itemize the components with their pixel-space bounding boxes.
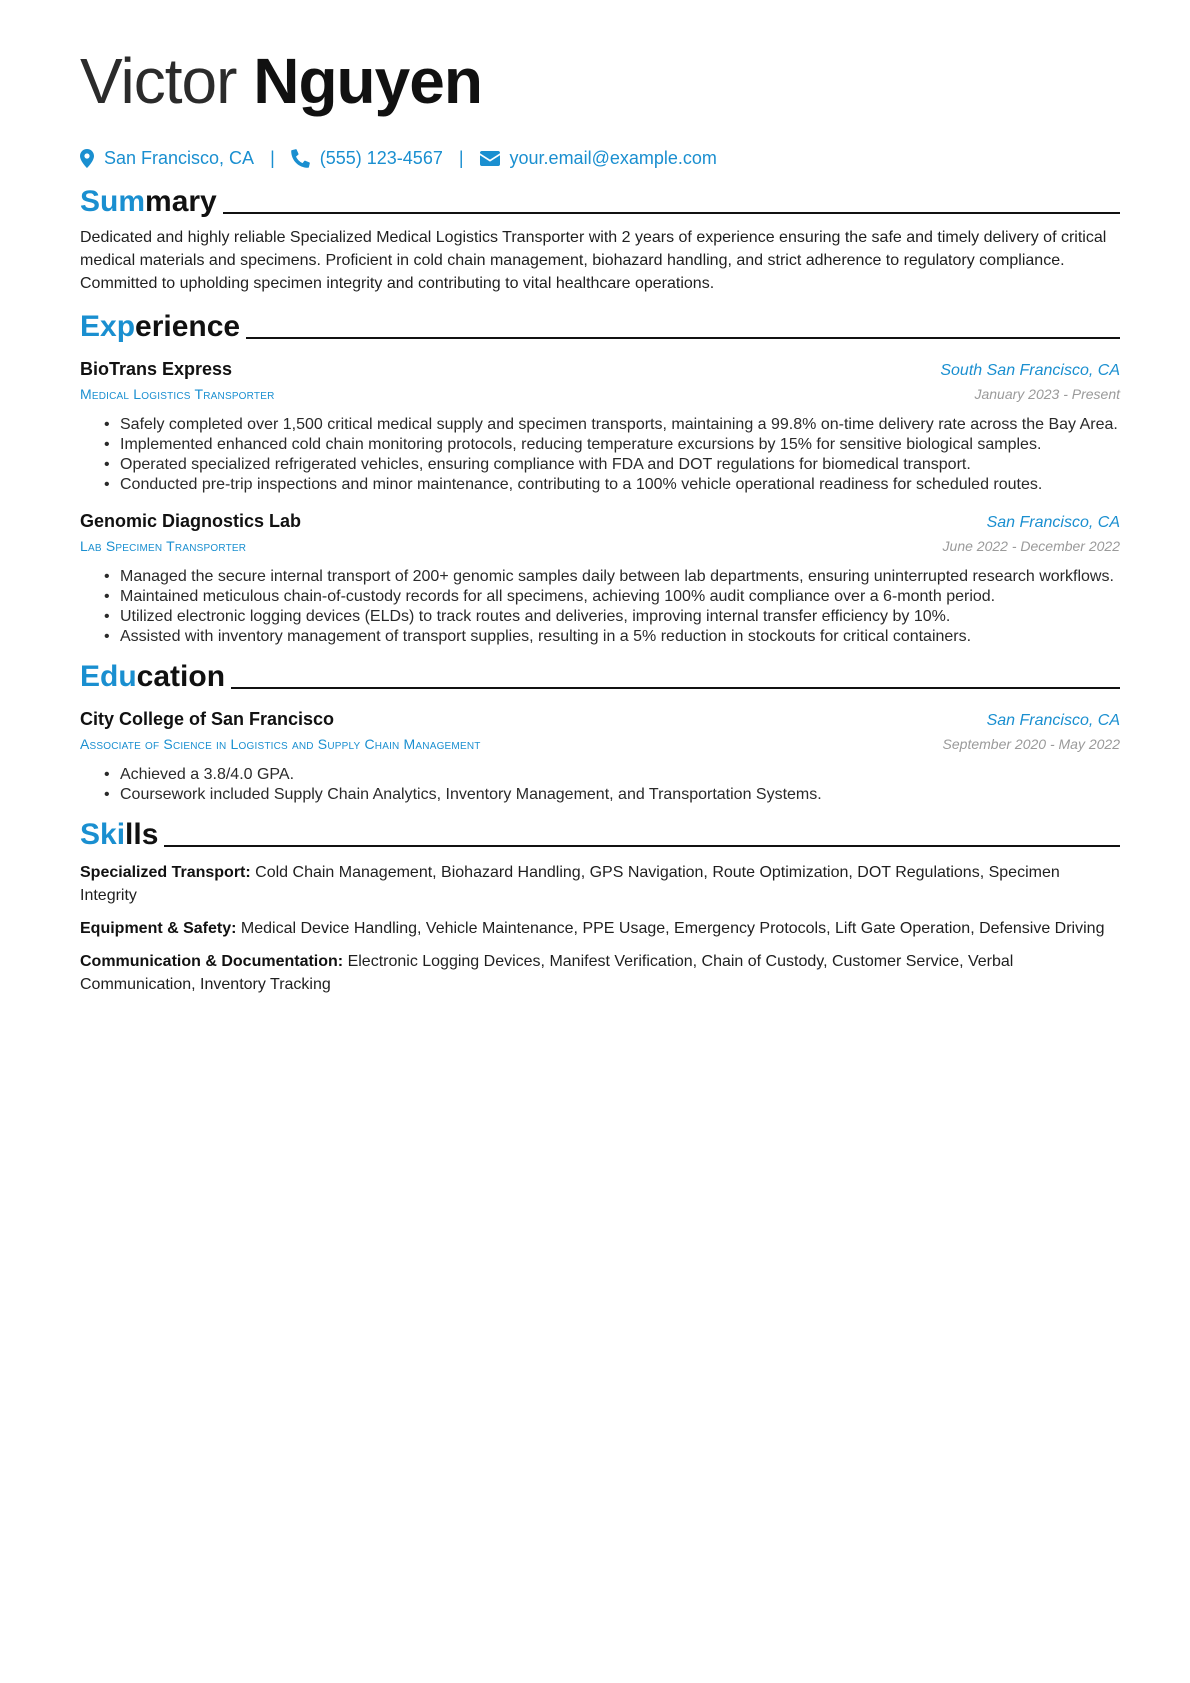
education-detail-item: • Coursework included Supply Chain Analytics, Inventory Management, and Transportation Systems.	[120, 785, 1120, 805]
achievement-item: • Maintained meticulous chain-of-custody records for all specimens, achieving 100% audit compliance over a 6-month period.	[120, 587, 1120, 607]
achievement-item: • Operated specialized refrigerated vehicles, ensuring compliance with FDA and DOT regulations for biomedical transport.	[120, 455, 1120, 475]
experience-entry	[80, 357, 1120, 495]
map-marker-icon	[80, 149, 94, 168]
first-name: Victor	[80, 45, 237, 117]
skill-group	[80, 950, 1120, 996]
achievement-item: • Conducted pre-trip inspections and minor maintenance, contributing to a 100% vehicle operational readiness for scheduled routes.	[120, 475, 1120, 495]
section-title-accent: Edu	[80, 660, 137, 693]
skills-section	[80, 817, 1120, 996]
location-text: San Francisco, CA	[104, 147, 255, 168]
job-title: Lab Specimen Transporter	[80, 538, 247, 554]
job-dates: June 2022 - December 2022	[942, 538, 1120, 554]
education-detail-item: • Achieved a 3.8/4.0 GPA.	[120, 765, 1120, 785]
section-header	[80, 659, 1120, 695]
section-divider	[164, 845, 1120, 847]
entry-subheader-row	[80, 535, 1120, 557]
experience-section	[80, 309, 1120, 647]
section-title-rest: erience	[135, 310, 241, 343]
resume-page	[80, 40, 1120, 1006]
section-title-accent: Sum	[80, 185, 146, 218]
education-dates: September 2020 - May 2022	[942, 736, 1120, 752]
degree-title: Associate of Science in Logistics and Supply Chain Management	[80, 736, 481, 752]
entry-header-row	[80, 707, 1120, 733]
section-title-accent: Ski	[80, 818, 126, 851]
section-divider	[246, 337, 1120, 339]
section-header	[80, 309, 1120, 345]
achievement-item: • Safely completed over 1,500 critical medical supply and specimen transports, maintaining a 99.8% on-time delivery rate across the Bay Area.	[120, 415, 1120, 435]
section-title-rest: mary	[145, 185, 217, 218]
job-location: San Francisco, CA	[986, 514, 1120, 531]
skill-group-label: Communication & Documentation:	[80, 953, 344, 970]
achievement-item: • Utilized electronic logging devices (ELDs) to track routes and deliveries, improving internal transfer efficiency by 10%.	[120, 607, 1120, 627]
education-section	[80, 659, 1120, 805]
entry-subheader-row	[80, 383, 1120, 405]
job-dates: January 2023 - Present	[974, 386, 1120, 402]
entry-subheader-row	[80, 733, 1120, 755]
skill-group-items: Electronic Logging Devices, Manifest Verification, Chain of Custody, Customer Service, Verbal Communication, Inventory Tracking	[80, 953, 1014, 993]
experience-entry	[80, 509, 1120, 647]
section-title-rest: lls	[125, 818, 159, 851]
employer-name: BioTrans Express	[80, 359, 233, 379]
achievement-item: • Implemented enhanced cold chain monitoring protocols, reducing temperature excursions by 15% for sensitive biological samples.	[120, 435, 1120, 455]
section-title	[80, 817, 158, 853]
section-divider	[223, 212, 1120, 214]
skill-group-items: Cold Chain Management, Biohazard Handling, GPS Navigation, Route Optimization, DOT Regulations, Specimen Integrity	[80, 864, 1060, 904]
achievement-list	[80, 415, 1120, 495]
education-entry	[80, 707, 1120, 805]
contact-bar	[80, 144, 1120, 172]
phone-icon	[291, 149, 310, 168]
section-title	[80, 659, 225, 695]
contact-location	[80, 148, 254, 169]
education-detail-list	[80, 765, 1120, 805]
section-title-accent: Exp	[80, 310, 136, 343]
skill-group-label: Equipment & Safety:	[80, 920, 237, 937]
skill-group-label: Specialized Transport:	[80, 864, 251, 881]
summary-text: Dedicated and highly reliable Specialized Medical Logistics Transporter with 2 years of experience ensuring the safe and timely delivery of critical medical materials and specimens. Proficient in cold chain management, biohazard handling, and strict adherence to regulatory compliance. Committed to upholding specimen integrity and contributing to vital healthcare operations.	[80, 229, 1107, 292]
school-name: City College of San Francisco	[80, 709, 335, 729]
summary-section	[80, 184, 1120, 295]
achievement-item: • Managed the secure internal transport of 200+ genomic samples daily between lab departments, ensuring uninterrupted research workflows.	[120, 567, 1120, 587]
candidate-name	[80, 40, 1120, 122]
section-title	[80, 309, 240, 345]
employer-name: Genomic Diagnostics Lab	[80, 511, 302, 531]
contact-separator: |	[270, 147, 275, 168]
skill-group	[80, 917, 1120, 940]
phone-text: (555) 123-4567	[319, 147, 443, 168]
job-title: Medical Logistics Transporter	[80, 386, 275, 402]
school-location: San Francisco, CA	[986, 712, 1120, 729]
section-header	[80, 184, 1120, 220]
section-title	[80, 184, 217, 220]
section-divider	[231, 687, 1120, 689]
contact-separator: |	[458, 147, 464, 168]
skill-group-items: Medical Device Handling, Vehicle Maintenance, PPE Usage, Emergency Protocols, Lift Gate Operation, Defensive Driving	[240, 920, 1105, 937]
achievement-list	[80, 567, 1120, 647]
contact-email[interactable]	[480, 148, 717, 169]
entry-header-row	[80, 509, 1120, 535]
envelope-icon	[480, 151, 500, 166]
job-location: South San Francisco, CA	[940, 362, 1120, 379]
skill-group	[80, 861, 1120, 907]
section-header	[80, 817, 1120, 853]
email-text: your.email@example.com	[509, 147, 717, 168]
last-name: Nguyen	[253, 45, 482, 117]
achievement-item: • Assisted with inventory management of transport supplies, resulting in a 5% reduction in stockouts for critical containers.	[120, 627, 1120, 647]
entry-header-row	[80, 357, 1120, 383]
section-title-rest: cation	[136, 660, 226, 693]
contact-phone[interactable]	[291, 148, 443, 169]
